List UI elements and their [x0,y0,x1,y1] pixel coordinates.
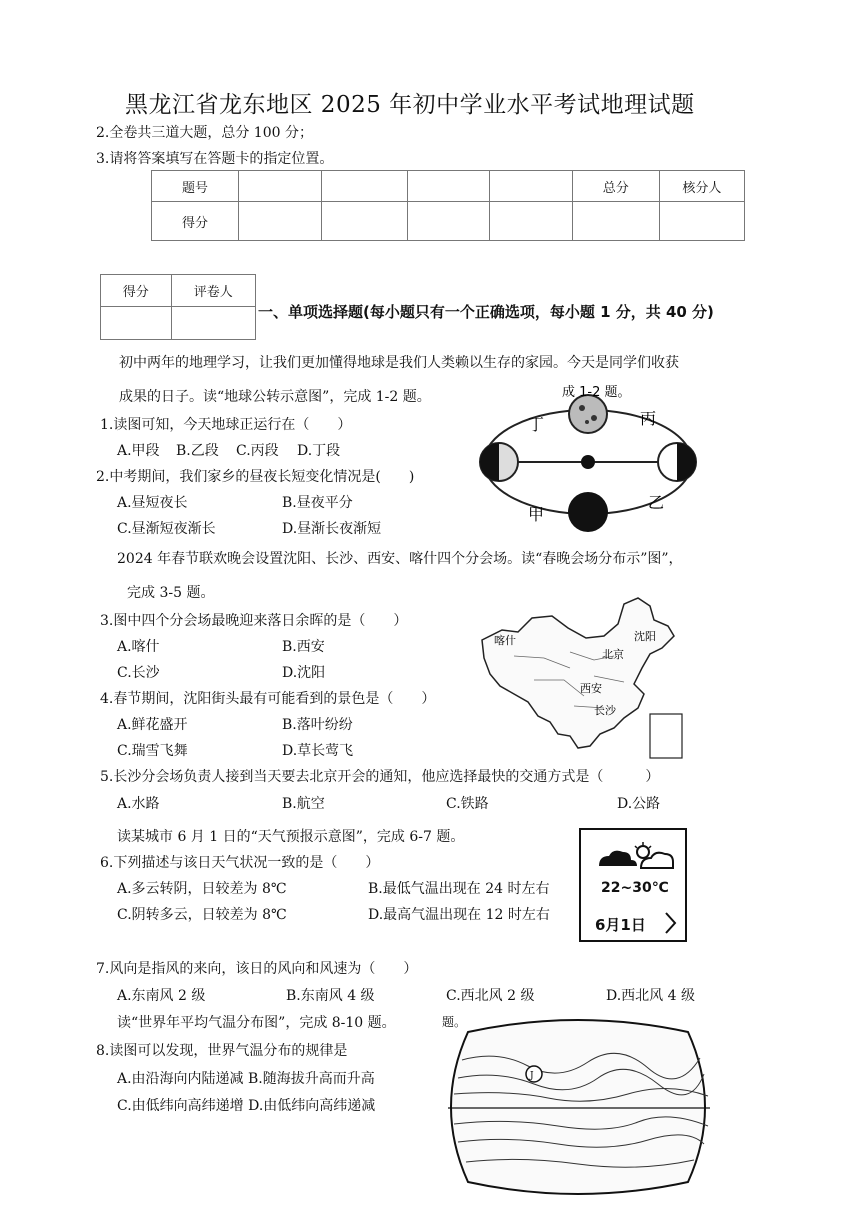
option[interactable]: C.铁路 [446,796,489,812]
location-marker-icon [526,1066,542,1082]
option[interactable]: D.公路 [617,796,661,812]
option[interactable]: A.喀什 [117,639,160,655]
question-stem: 6.下列描述与该日天气状况一致的是（ ） [100,855,380,871]
option[interactable]: C.西北风 2 级 [446,988,535,1004]
cloud-sun-icon [595,842,675,872]
grader-name-cell[interactable] [171,307,255,340]
question-stem: 2.中考期间，我们家乡的昼夜长短变化情况是( ) [96,469,415,485]
question-stem: 4.春节期间，沈阳街头最有可能看到的景色是（ ） [100,691,436,707]
note-answer: 3.请将答案填写在答题卡的指定位置。 [96,151,334,167]
chevron-right-icon [663,910,679,936]
option[interactable]: C.阴转多云，日较差为 8℃ [117,907,287,923]
score-header-cell [490,171,572,202]
location-marker-letter: J [530,1071,534,1081]
question-stem: 5.长沙分会场负责人接到当天要去北京开会的通知，他应选择最快的交通方式是（ ） [100,769,660,785]
option[interactable]: B.航空 [282,796,325,812]
question-stem: 8.读图可以发现，世界气温分布的规律是 [96,1043,348,1059]
intro-text: 2024 年春节联欢晚会设置沈阳、长沙、西安、喀什四个分会场。读“春晚会场分布示”图”， [117,551,683,567]
question-stem: 3.图中四个分会场最晚迎来落日余晖的是（ ） [100,613,408,629]
grader-box [100,274,256,340]
world-temperature-map [438,1012,718,1202]
option[interactable]: C.由低纬向高纬递增 D.由低纬向高纬递减 [117,1098,376,1114]
score-cell[interactable] [572,202,659,241]
map-label-shenyang: 沈阳 [634,630,656,643]
option[interactable]: B.西安 [282,639,325,655]
intro-text: 成果的日子。读“地球公转示意图”，完成 1-2 题。 [119,389,431,405]
option[interactable]: D.昼渐长夜渐短 [282,521,382,537]
option[interactable]: A.昼短夜长 [117,495,188,511]
weather-temp-range: 22~30℃ [601,880,669,896]
note-total: 2.全卷共三道大题，总分 100 分； [96,125,313,141]
earth-right-icon [658,443,696,481]
question-stem: 7.风向是指风的来向，该日的风向和风速为（ ） [96,961,418,977]
option[interactable]: D.沈阳 [282,665,326,681]
orbit-label-jia: 甲 [528,505,545,524]
option[interactable]: B.昼夜平分 [282,495,353,511]
intro-text: 完成 3-5 题。 [127,585,215,601]
option[interactable]: C.昼渐短夜渐长 [117,521,216,537]
grader-score-header: 得分 [101,275,172,307]
intro-text: 初中两年的地理学习，让我们更加懂得地球是我们人类赖以生存的家园。今天是同学们收获 [119,355,679,371]
world-map-label: 题。 [442,1015,467,1029]
score-header-cell: 核分人 [659,171,744,202]
score-cell[interactable] [322,202,408,241]
earth-left-icon [480,443,518,481]
earth-top-icon [569,395,607,433]
score-header-cell [238,171,321,202]
option[interactable]: B.最低气温出现在 24 时左右 [368,881,550,897]
score-cell: 得分 [152,202,239,241]
orbit-label-bing: 丙 [640,409,657,428]
china-map [474,596,694,762]
weather-forecast-card [579,828,687,942]
section-heading: 一、单项选择题(每小题只有一个正确选项，每小题 1 分，共 40 分) [258,303,714,321]
orbit-label-yi: 乙 [648,493,665,512]
option[interactable]: A.由沿海向内陆递减 B.随海拔升高而升高 [117,1071,375,1087]
option[interactable]: C.丙段 [236,443,279,459]
page-title: 黑龙江省龙东地区 2025 年初中学业水平考试地理试题 [125,92,695,118]
score-header-cell: 总分 [572,171,659,202]
option[interactable]: D.最高气温出现在 12 时左右 [368,907,550,923]
option[interactable]: C.瑞雪飞舞 [117,743,188,759]
score-header-cell [407,171,489,202]
option[interactable]: D.西北风 4 级 [606,988,695,1004]
question-stem: 1.读图可知，今天地球正运行在（ ） [100,417,352,433]
earth-orbit-diagram [470,382,720,540]
option[interactable]: A.甲段 [117,443,160,459]
grader-score-cell[interactable] [101,307,172,340]
option[interactable]: A.水路 [117,796,160,812]
option[interactable]: A.东南风 2 级 [117,988,206,1004]
map-label-kashi: 喀什 [494,634,516,647]
option[interactable]: D.丁段 [297,443,341,459]
intro-text: 读某城市 6 月 1 日的“天气预报示意图”，完成 6-7 题。 [117,829,465,845]
score-cell[interactable] [407,202,489,241]
intro-text: 读“世界年平均气温分布图”，完成 8-10 题。 [117,1015,396,1031]
option[interactable]: B.落叶纷纷 [282,717,353,733]
option[interactable]: C.长沙 [117,665,160,681]
score-header-cell [322,171,408,202]
option[interactable]: B.乙段 [176,443,219,459]
option[interactable]: D.草长莺飞 [282,743,354,759]
score-cell[interactable] [490,202,572,241]
option[interactable]: A.鲜花盛开 [117,717,188,733]
option[interactable]: A.多云转阴，日较差为 8℃ [117,881,287,897]
orbit-header-label: 成 1-2 题。 [562,385,631,400]
earth-bottom-icon [568,492,608,532]
map-label-beijing: 北京 [602,648,624,661]
map-label-xian: 西安 [580,682,602,695]
score-table [151,170,745,241]
score-cell[interactable] [238,202,321,241]
score-header-cell: 题号 [152,171,239,202]
map-label-changsha: 长沙 [594,704,616,717]
option[interactable]: B.东南风 4 级 [286,988,375,1004]
grader-name-header: 评卷人 [171,275,255,307]
score-cell[interactable] [659,202,744,241]
weather-date: 6月1日 [595,916,646,934]
orbit-label-ding: 丁 [528,415,545,434]
